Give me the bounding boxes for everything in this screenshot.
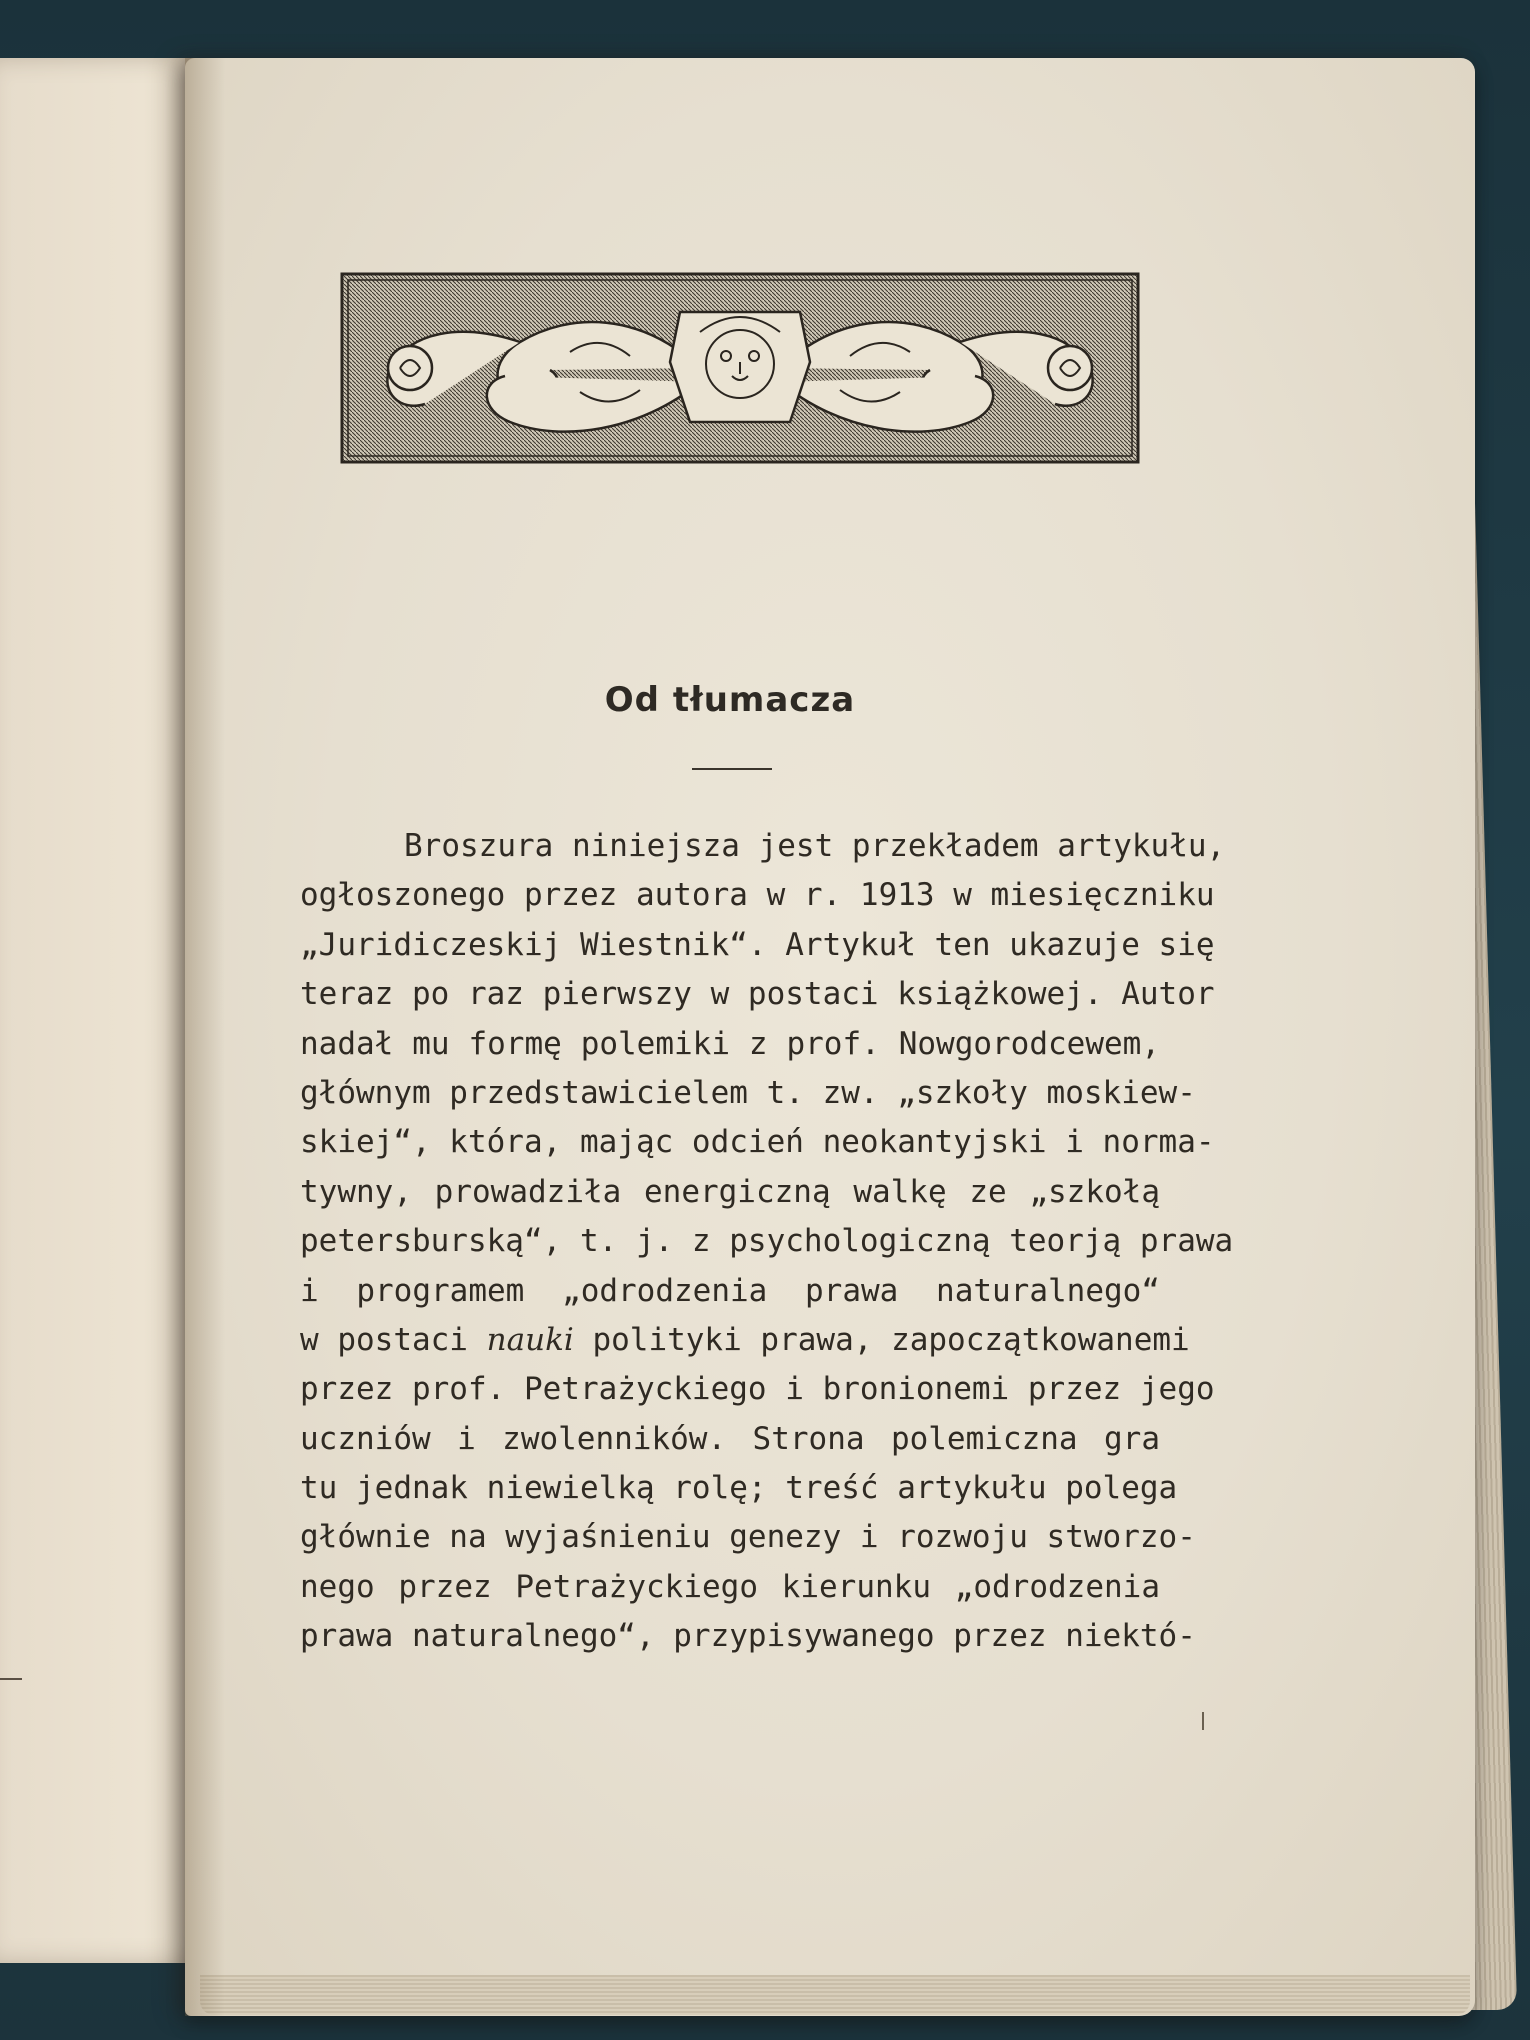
ink-speck <box>1202 1712 1204 1730</box>
gutter-shadow <box>185 58 225 2016</box>
heading-rule <box>692 768 772 770</box>
text-line: Broszura niniejsza jest przekładem artykułu, <box>404 828 1226 864</box>
text-line: głównie na wyjaśnieniu genezy i rozwoju stworzo- <box>300 1519 1196 1556</box>
left-page <box>0 58 205 1963</box>
text-line: ogłoszonego przez autora w r. 1913 w miesięczniku <box>300 877 1215 914</box>
text-line: uczniów i zwolenników. Strona polemiczna gra <box>300 1420 1160 1457</box>
text-line: nadał mu formę polemiki z prof. Nowgorodcewem, <box>300 1025 1160 1062</box>
text-line: nego przez Petrażyckiego kierunku „odrodzenia <box>300 1568 1160 1605</box>
text-segment: w postaci <box>300 1321 468 1358</box>
page-bottom-edges <box>200 1975 1470 2015</box>
body-paragraph <box>300 822 1234 1662</box>
text-line: przez prof. Petrażyckiego i bronionemi przez jego <box>300 1371 1215 1408</box>
page-heading: Od tłumacza <box>604 680 856 720</box>
italic-word: nauki <box>486 1321 574 1358</box>
page-mark <box>0 1678 22 1680</box>
text-segment: polityki prawa, zapoczątkowanemi <box>592 1321 1190 1358</box>
ornamental-headpiece <box>340 272 1140 464</box>
text-line: i programem „odrodzenia prawa naturalnego“ <box>300 1272 1160 1309</box>
text-line: tywny, prowadziła energiczną walkę ze „szkołą <box>300 1173 1160 1210</box>
text-line: głównym przedstawicielem t. zw. „szkoły moskiew- <box>300 1074 1196 1111</box>
text-line: „Juridiczeskij Wiestnik“. Artykuł ten ukazuje się <box>300 926 1215 963</box>
text-line: skiej“, która, mając odcień neokantyjski i norma- <box>300 1124 1215 1161</box>
text-line: teraz po raz pierwszy w postaci książkowej. Autor <box>300 976 1215 1013</box>
text-line: petersburską“, t. j. z psychologiczną teorją prawa <box>300 1223 1234 1260</box>
text-line: tu jednak niewielką rolę; treść artykułu polega <box>300 1470 1178 1507</box>
text-line-with-italic <box>300 1316 1190 1365</box>
text-line: prawa naturalnego“, przypisywanego przez niektó- <box>300 1618 1196 1655</box>
